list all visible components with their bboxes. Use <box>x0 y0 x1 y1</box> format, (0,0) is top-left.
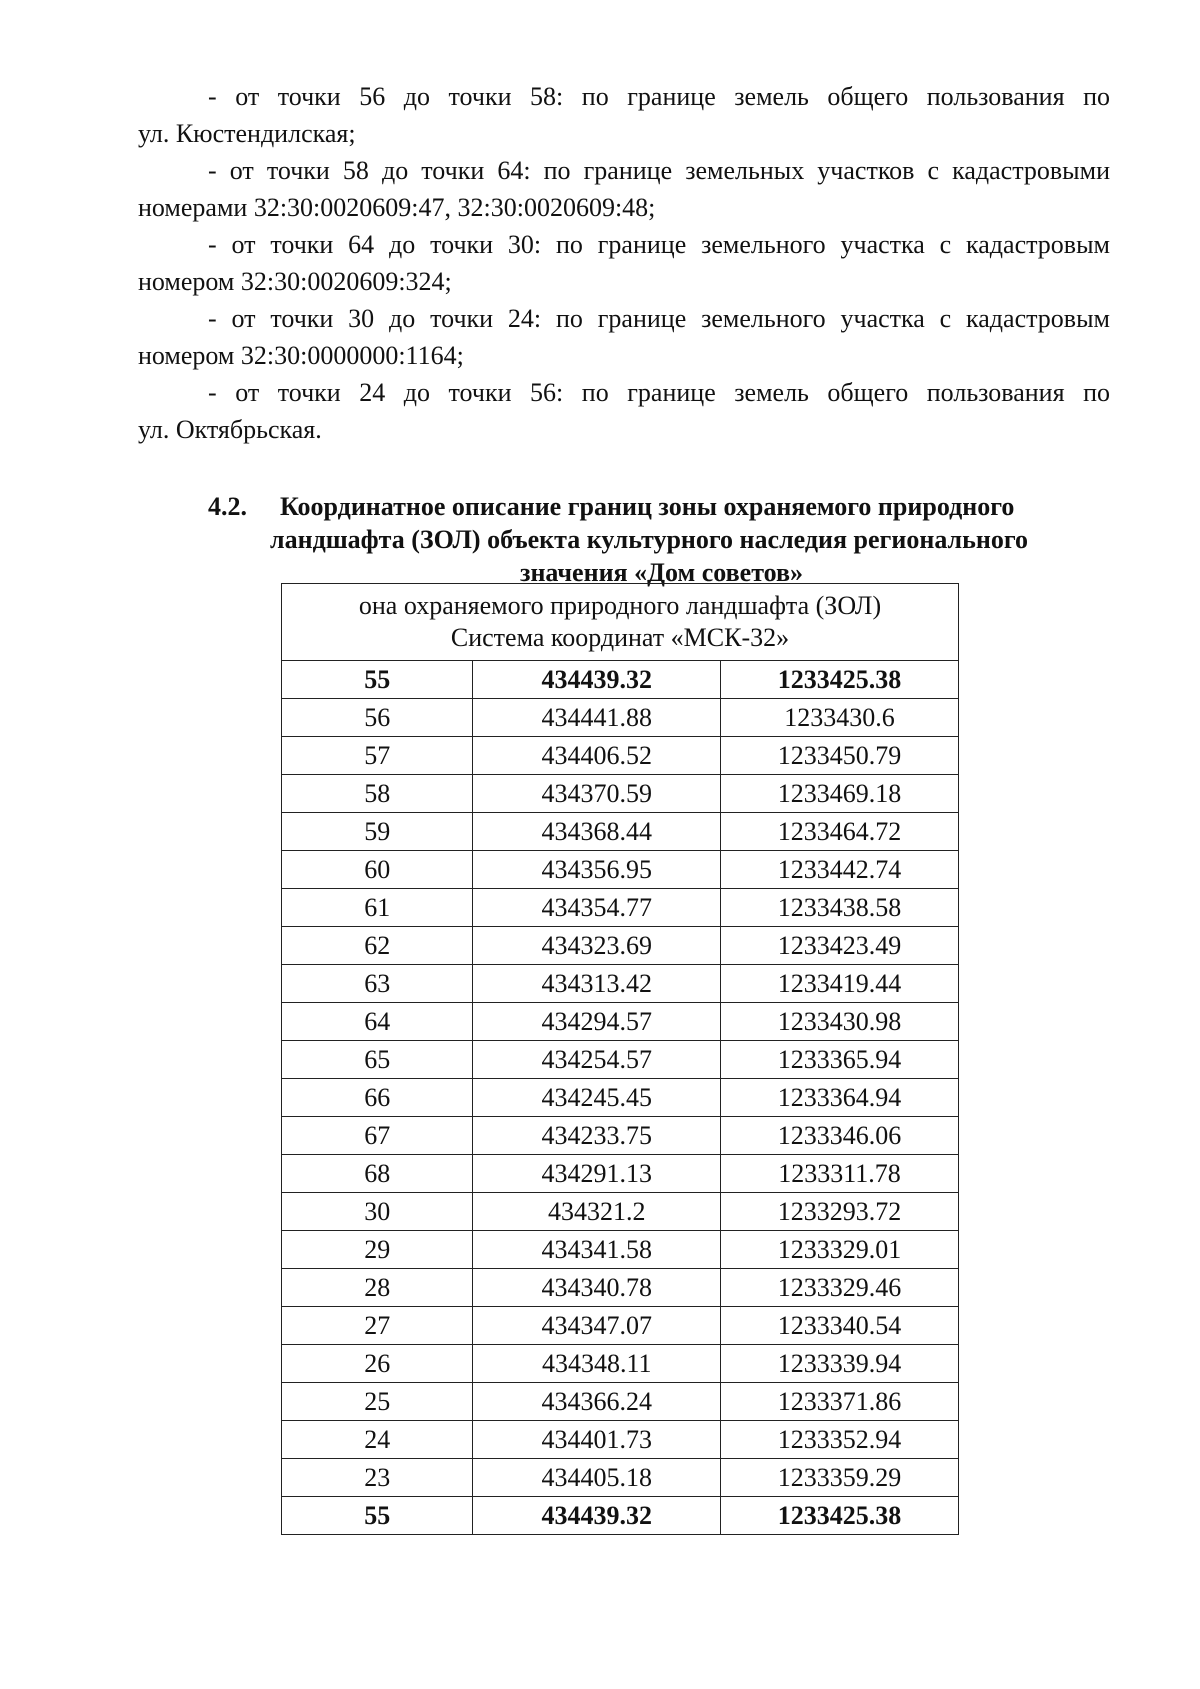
table-caption <box>282 584 959 661</box>
paragraph-line: номером 32:30:0000000:1164; <box>138 341 464 370</box>
paragraph-line: - от точки 64 до точки 30: по границе земельного участка с кадастровым <box>208 230 1110 259</box>
table-row <box>282 927 959 965</box>
paragraph-30-24 <box>138 300 1110 374</box>
table-row <box>282 1459 959 1497</box>
y-coordinate-cell: 1233442.74 <box>721 851 959 889</box>
y-coordinate-cell: 1233329.01 <box>721 1231 959 1269</box>
y-coordinate-cell: 1233469.18 <box>721 775 959 813</box>
x-coordinate-cell: 434439.32 <box>473 661 721 699</box>
x-coordinate-cell: 434366.24 <box>473 1383 721 1421</box>
point-number-cell: 24 <box>282 1421 473 1459</box>
y-coordinate-cell: 1233430.98 <box>721 1003 959 1041</box>
x-coordinate-cell: 434370.59 <box>473 775 721 813</box>
y-coordinate-cell: 1233371.86 <box>721 1383 959 1421</box>
y-coordinate-cell: 1233340.54 <box>721 1307 959 1345</box>
y-coordinate-cell: 1233359.29 <box>721 1459 959 1497</box>
point-number-cell: 59 <box>282 813 473 851</box>
table-row <box>282 1155 959 1193</box>
x-coordinate-cell: 434340.78 <box>473 1269 721 1307</box>
table-row <box>282 1003 959 1041</box>
y-coordinate-cell: 1233438.58 <box>721 889 959 927</box>
point-number-cell: 67 <box>282 1117 473 1155</box>
point-number-cell: 55 <box>282 1497 473 1535</box>
section-title-line: Координатное описание границ зоны охраняемого природного <box>280 492 1015 521</box>
table-row <box>282 851 959 889</box>
caption-line: Система координат «МСК-32» <box>450 623 790 652</box>
point-number-cell: 61 <box>282 889 473 927</box>
y-coordinate-cell: 1233339.94 <box>721 1345 959 1383</box>
point-number-cell: 29 <box>282 1231 473 1269</box>
y-coordinate-cell: 1233293.72 <box>721 1193 959 1231</box>
paragraph-line: ул. Кюстендилская; <box>138 119 356 148</box>
section-number: 4.2. <box>208 492 247 521</box>
point-number-cell: 58 <box>282 775 473 813</box>
table-row <box>282 1345 959 1383</box>
y-coordinate-cell: 1233329.46 <box>721 1269 959 1307</box>
table-row <box>282 1193 959 1231</box>
table-caption-row <box>282 584 959 661</box>
point-number-cell: 23 <box>282 1459 473 1497</box>
table-row <box>282 1383 959 1421</box>
table-row <box>282 965 959 1003</box>
point-number-cell: 63 <box>282 965 473 1003</box>
x-coordinate-cell: 434439.32 <box>473 1497 721 1535</box>
point-number-cell: 65 <box>282 1041 473 1079</box>
table-row <box>282 1497 959 1535</box>
y-coordinate-cell: 1233346.06 <box>721 1117 959 1155</box>
paragraph-line: - от точки 58 до точки 64: по границе земельных участков с кадастровыми <box>208 156 1110 185</box>
point-number-cell: 60 <box>282 851 473 889</box>
y-coordinate-cell: 1233450.79 <box>721 737 959 775</box>
x-coordinate-cell: 434347.07 <box>473 1307 721 1345</box>
point-number-cell: 62 <box>282 927 473 965</box>
point-number-cell: 25 <box>282 1383 473 1421</box>
paragraph-line: номерами 32:30:0020609:47, 32:30:0020609:48; <box>138 193 656 222</box>
point-number-cell: 57 <box>282 737 473 775</box>
point-number-cell: 27 <box>282 1307 473 1345</box>
y-coordinate-cell: 1233352.94 <box>721 1421 959 1459</box>
x-coordinate-cell: 434406.52 <box>473 737 721 775</box>
y-coordinate-cell: 1233425.38 <box>721 661 959 699</box>
y-coordinate-cell: 1233423.49 <box>721 927 959 965</box>
x-coordinate-cell: 434233.75 <box>473 1117 721 1155</box>
point-number-cell: 55 <box>282 661 473 699</box>
y-coordinate-cell: 1233419.44 <box>721 965 959 1003</box>
y-coordinate-cell: 1233425.38 <box>721 1497 959 1535</box>
x-coordinate-cell: 434441.88 <box>473 699 721 737</box>
table-row <box>282 889 959 927</box>
table-row <box>282 1269 959 1307</box>
paragraph-line: номером 32:30:0020609:324; <box>138 267 452 296</box>
table-row <box>282 737 959 775</box>
table-row <box>282 1079 959 1117</box>
x-coordinate-cell: 434245.45 <box>473 1079 721 1117</box>
paragraph-58-64 <box>138 152 1110 226</box>
table-row <box>282 699 959 737</box>
y-coordinate-cell: 1233365.94 <box>721 1041 959 1079</box>
x-coordinate-cell: 434368.44 <box>473 813 721 851</box>
paragraph-line: ул. Октябрьская. <box>138 415 322 444</box>
x-coordinate-cell: 434313.42 <box>473 965 721 1003</box>
y-coordinate-cell: 1233430.6 <box>721 699 959 737</box>
x-coordinate-cell: 434254.57 <box>473 1041 721 1079</box>
table-row <box>282 813 959 851</box>
point-number-cell: 66 <box>282 1079 473 1117</box>
y-coordinate-cell: 1233464.72 <box>721 813 959 851</box>
x-coordinate-cell: 434348.11 <box>473 1345 721 1383</box>
table-row <box>282 1117 959 1155</box>
table-row <box>282 661 959 699</box>
x-coordinate-cell: 434291.13 <box>473 1155 721 1193</box>
section-title-line: ландшафта (ЗОЛ) объекта культурного наследия регионального <box>270 525 1029 554</box>
x-coordinate-cell: 434341.58 <box>473 1231 721 1269</box>
table-row <box>282 1307 959 1345</box>
table-row <box>282 1421 959 1459</box>
table-row <box>282 1231 959 1269</box>
y-coordinate-cell: 1233311.78 <box>721 1155 959 1193</box>
point-number-cell: 30 <box>282 1193 473 1231</box>
point-number-cell: 28 <box>282 1269 473 1307</box>
x-coordinate-cell: 434294.57 <box>473 1003 721 1041</box>
paragraph-56-58 <box>138 78 1110 152</box>
x-coordinate-cell: 434354.77 <box>473 889 721 927</box>
x-coordinate-cell: 434401.73 <box>473 1421 721 1459</box>
table-row <box>282 1041 959 1079</box>
point-number-cell: 64 <box>282 1003 473 1041</box>
caption-line: она охраняемого природного ландшафта (ЗОЛ) <box>358 591 882 620</box>
x-coordinate-cell: 434321.2 <box>473 1193 721 1231</box>
x-coordinate-cell: 434356.95 <box>473 851 721 889</box>
paragraph-line: - от точки 30 до точки 24: по границе земельного участка с кадастровым <box>208 304 1110 333</box>
point-number-cell: 56 <box>282 699 473 737</box>
table-row <box>282 775 959 813</box>
paragraph-64-30 <box>138 226 1110 300</box>
x-coordinate-cell: 434405.18 <box>473 1459 721 1497</box>
coordinates-table <box>281 583 959 1535</box>
paragraph-line: - от точки 24 до точки 56: по границе земель общего пользования по <box>208 378 1110 407</box>
point-number-cell: 26 <box>282 1345 473 1383</box>
section-title-line: значения «Дом советов» <box>520 558 804 587</box>
x-coordinate-cell: 434323.69 <box>473 927 721 965</box>
point-number-cell: 68 <box>282 1155 473 1193</box>
paragraph-24-56 <box>138 374 1110 448</box>
y-coordinate-cell: 1233364.94 <box>721 1079 959 1117</box>
paragraph-line: - от точки 56 до точки 58: по границе земель общего пользования по <box>208 82 1110 111</box>
